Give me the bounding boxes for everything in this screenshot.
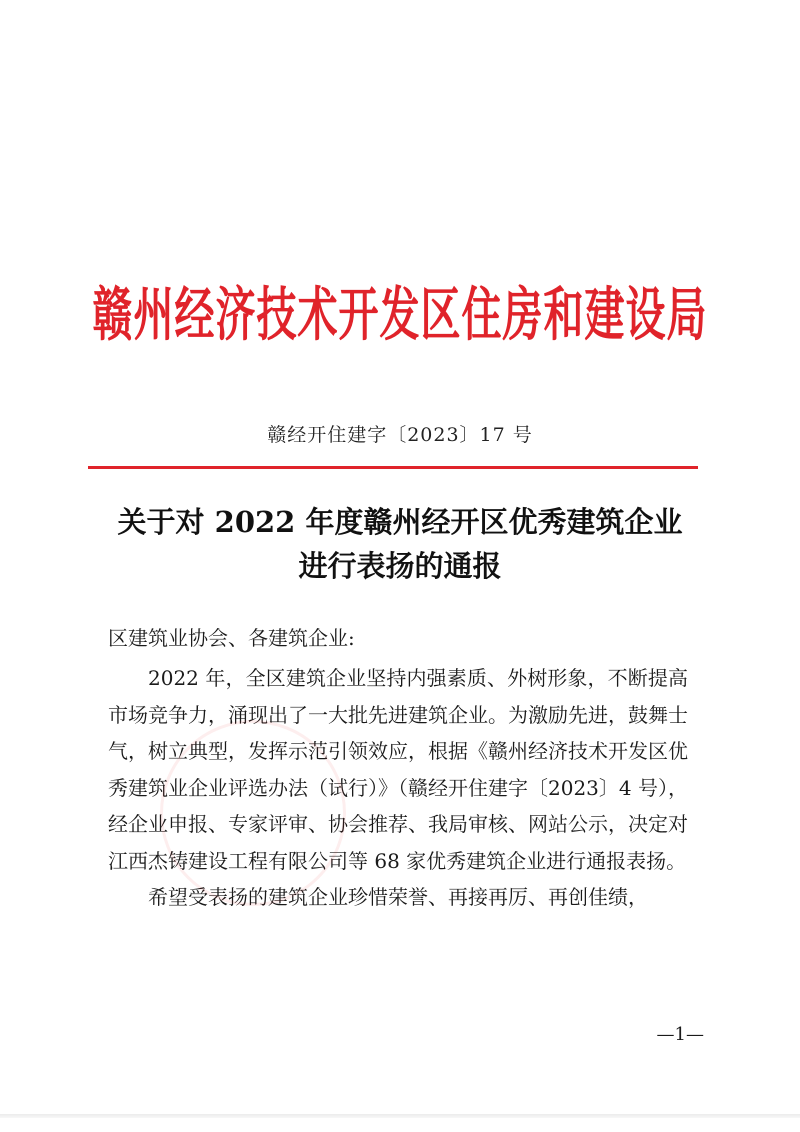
document-title-line-1: 关于对 2022 年度赣州经开区优秀建筑企业 (117, 505, 683, 539)
scan-edge (0, 1114, 800, 1118)
page-number: —1— (656, 1024, 704, 1045)
issuer-name: 赣州经济技术开发区住房和建设局 (92, 280, 708, 349)
body-paragraph-2: 希望受表扬的建筑企业珍惜荣誉、再接再厉、再创佳绩， (148, 885, 648, 909)
body-paragraph-1: 2022 年，全区建筑企业坚持内强素质、外树形象，不断提高市场竞争力，涌现出了一大批先进建筑企业。为激励先进，鼓舞士气，树立典型，发挥示范引领效应，根据《赣州经济技术开发区优秀建筑业企业评选办法（试行）》（赣经开住建字〔2023〕4 号），经企业申报、专家评审、协会推荐、我局审核、网站公示，决定对江西杰铸建设工程有限公司等 68 家优秀建筑企业进行通报表扬。 (108, 666, 688, 873)
document-title-line-2: 进行表扬的通报 (298, 549, 502, 583)
salutation: 区建筑业协会、各建筑企业: (108, 626, 355, 650)
document-number: 赣经开住建字〔2023〕17 号 (267, 424, 533, 446)
body-text (108, 660, 688, 916)
red-divider-line (88, 466, 698, 469)
